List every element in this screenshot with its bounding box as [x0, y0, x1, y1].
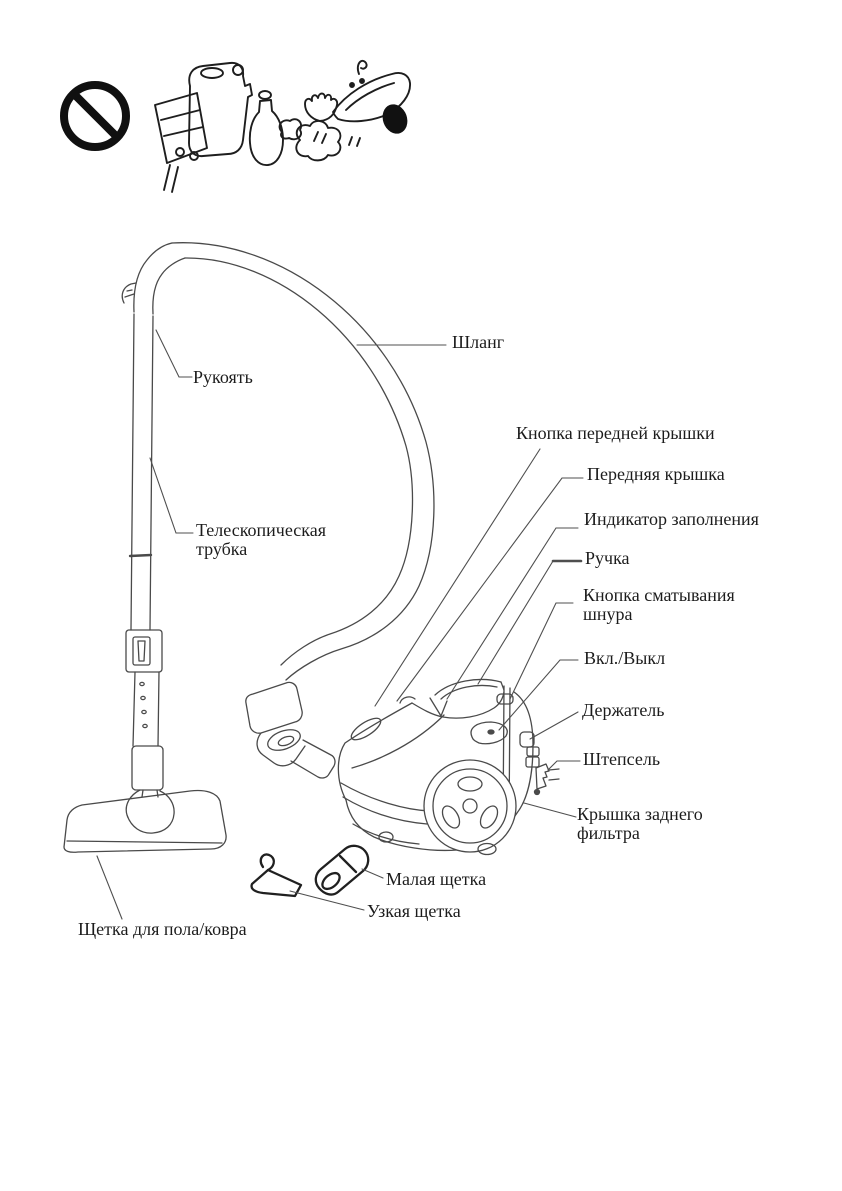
hose-connector-drawing: [246, 682, 335, 778]
leader-telescopic-tube: [150, 458, 193, 533]
label-narrow-brush: Узкая щетка: [367, 901, 461, 921]
label-small-brush: Малая щетка: [386, 869, 487, 889]
label-grip: Рукоять: [193, 367, 253, 387]
leader-floor-brush: [97, 856, 122, 919]
label-fill-indicator: Индикатор заполнения: [584, 509, 759, 529]
label-holder: Держатель: [582, 700, 665, 720]
telescopic-tube-drawing: [126, 314, 174, 833]
holder-and-plug-drawing: [520, 732, 559, 795]
leader-fill-indicator: [447, 528, 578, 699]
leader-cord-rewind: [510, 603, 573, 699]
wand-grip-drawing: [122, 243, 185, 314]
label-telescopic-tube: Телескопическая трубка: [196, 520, 327, 559]
small-brush-drawing: [316, 846, 368, 895]
label-cord-rewind-button: Кнопка сматывания шнура: [583, 585, 735, 624]
leader-plug: [548, 761, 580, 770]
leader-grip: [156, 330, 192, 377]
rear-wheel-drawing: [424, 760, 516, 855]
label-front-cover: Передняя крышка: [587, 464, 725, 484]
label-floor-brush: Щетка для пола/ковра: [78, 919, 247, 939]
hose-drawing: [172, 243, 434, 680]
leader-front-cover-button: [375, 449, 540, 706]
narrow-brush-drawing: [252, 854, 301, 896]
label-rear-filter-cover: Крышка заднего фильтра: [577, 804, 703, 843]
no-symbol-icon: [64, 85, 126, 147]
leader-small-brush: [362, 869, 383, 878]
spilled-items-cartoon: [155, 61, 411, 192]
label-carry-handle: Ручка: [585, 548, 630, 568]
leader-rear-filter-cover: [524, 803, 576, 817]
leader-holder: [530, 712, 578, 739]
leader-front-cover: [397, 478, 583, 701]
floor-brush-drawing: [64, 790, 226, 852]
label-hose: Шланг: [452, 332, 505, 352]
label-front-cover-button: Кнопка передней крышки: [516, 423, 715, 443]
label-on-off: Вкл./Выкл: [584, 648, 666, 668]
accessory-brushes-drawing: [252, 846, 369, 896]
label-plug: Штепсель: [583, 749, 661, 769]
leader-carry-handle: [478, 561, 553, 684]
leader-lines: [97, 330, 583, 919]
